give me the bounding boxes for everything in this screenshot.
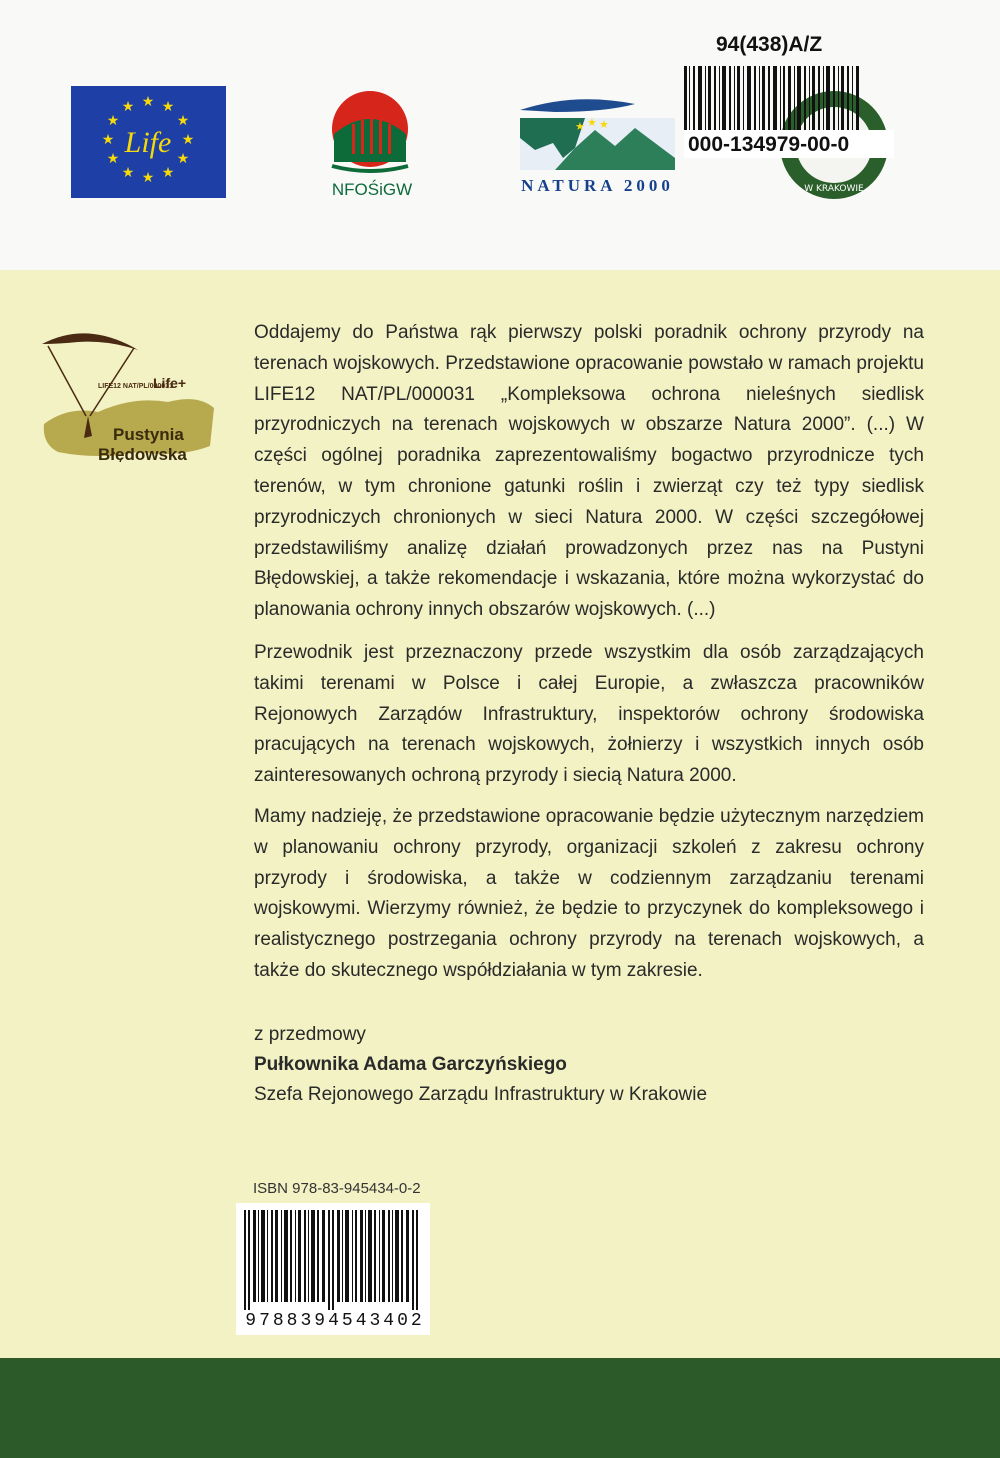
nfosigw-logo <box>322 84 422 204</box>
isbn-barcode <box>244 1210 420 1310</box>
svg-text:★: ★ <box>176 151 190 167</box>
body-paragraph-3: Mamy nadzieję, że przedstawione opracowanie będzie użytecznym narzędziem w planowaniu ochrony przyrody, organizacji szkoleń z zakresu ochrony przyrody i środowiska, a także w codziennym zarządzaniu terenami wojskowymi. Wierzymy również, że będzie to przyczynek do kompleksowego i realistycznego postrzegania ochrony przyrody na terenach wojskowych, a także do skutecznego współdziałania w tym zakresie. <box>254 806 924 981</box>
pustynia-label: Pustynia <box>113 425 184 444</box>
pustynia-bledowska-logo <box>38 326 218 462</box>
life-plus-label: Life+ <box>153 375 187 391</box>
body-paragraph-1: Oddajemy do Państwa rąk pierwszy polski poradnik ochrony przyrody na terenach wojskowych. Przedstawione opracowanie powstało w ramach projektu LIFE12 NAT/PL/000031 „Kompleksowa ochrona nieleśnych siedlisk przyrodniczych na terenach wojskowych w obszarze Natura 2000”. (...) W części ogólnej poradnika zaprezentowaliśmy bogactwo przyrodnicze tych terenów, w tym chronione gatunki roślin i zwierząt czy też typy siedlisk przyrodniczych chronionych w sieci Natura 2000. W części szczegółowej przedstawiliśmy analizę działań prowadzonych przez nas na Pustyni Błędowskiej, a także rekomendacje i wskazania, które można wykorzystać do planowania ochrony innych obszarów wojskowych. (...) <box>254 322 924 621</box>
natura-2000-logo <box>515 88 680 200</box>
svg-text:★: ★ <box>181 132 195 148</box>
body-paragraph-2: Przewodnik jest przeznaczony przede wszystkim dla osób zarządzających takimi terenami w Polsce i całej Europie, a zwłaszcza pracowników Rejonowych Zarządów Infrastruktury, inspektorów ochrony środowiska pracujących na terenach wojskowych, żołnierzy i wszystkich innych osób zainteresowanych ochroną przyrody i siecią Natura 2000. <box>254 642 924 787</box>
svg-text:★: ★ <box>161 165 175 181</box>
project-code: LIFE12 NAT/PL/000031 <box>98 383 173 390</box>
svg-text:★: ★ <box>121 165 135 181</box>
svg-text:★: ★ <box>575 120 585 133</box>
preface-role: Szefa Rejonowego Zarządu Infrastruktury w Krakowie <box>254 1084 708 1105</box>
library-barcode <box>684 66 862 130</box>
isbn-label: ISBN 978-83-945434-0-2 <box>253 1180 421 1197</box>
svg-text:★: ★ <box>106 151 120 167</box>
svg-text:★: ★ <box>106 113 120 129</box>
isbn-barcode-digits: 9788394543402 <box>245 1311 425 1331</box>
svg-text:★: ★ <box>176 113 190 129</box>
eu-life-logo <box>71 86 226 198</box>
svg-text:★: ★ <box>141 94 155 110</box>
bottom-green-band <box>0 1358 1000 1458</box>
svg-text:★: ★ <box>599 118 609 131</box>
svg-text:★: ★ <box>101 132 115 148</box>
seal-text: W KRAKOWIE <box>804 184 864 194</box>
svg-text:★: ★ <box>587 116 597 129</box>
life-wordmark: Life <box>124 126 172 159</box>
nfosigw-label: NFOŚiGW <box>331 180 413 199</box>
svg-text:★: ★ <box>121 99 135 115</box>
library-number: 000-134979-00-0 <box>688 133 850 156</box>
svg-text:★: ★ <box>161 99 175 115</box>
natura-label: NATURA 2000 <box>521 176 674 195</box>
library-code: 94(438)A/Z <box>716 33 823 56</box>
svg-text:★: ★ <box>141 170 155 186</box>
bledowska-label: Błędowska <box>98 445 187 462</box>
preface-intro: z przedmowy <box>254 1024 366 1045</box>
preface-author: Pułkownika Adama Garczyńskiego <box>254 1054 567 1075</box>
